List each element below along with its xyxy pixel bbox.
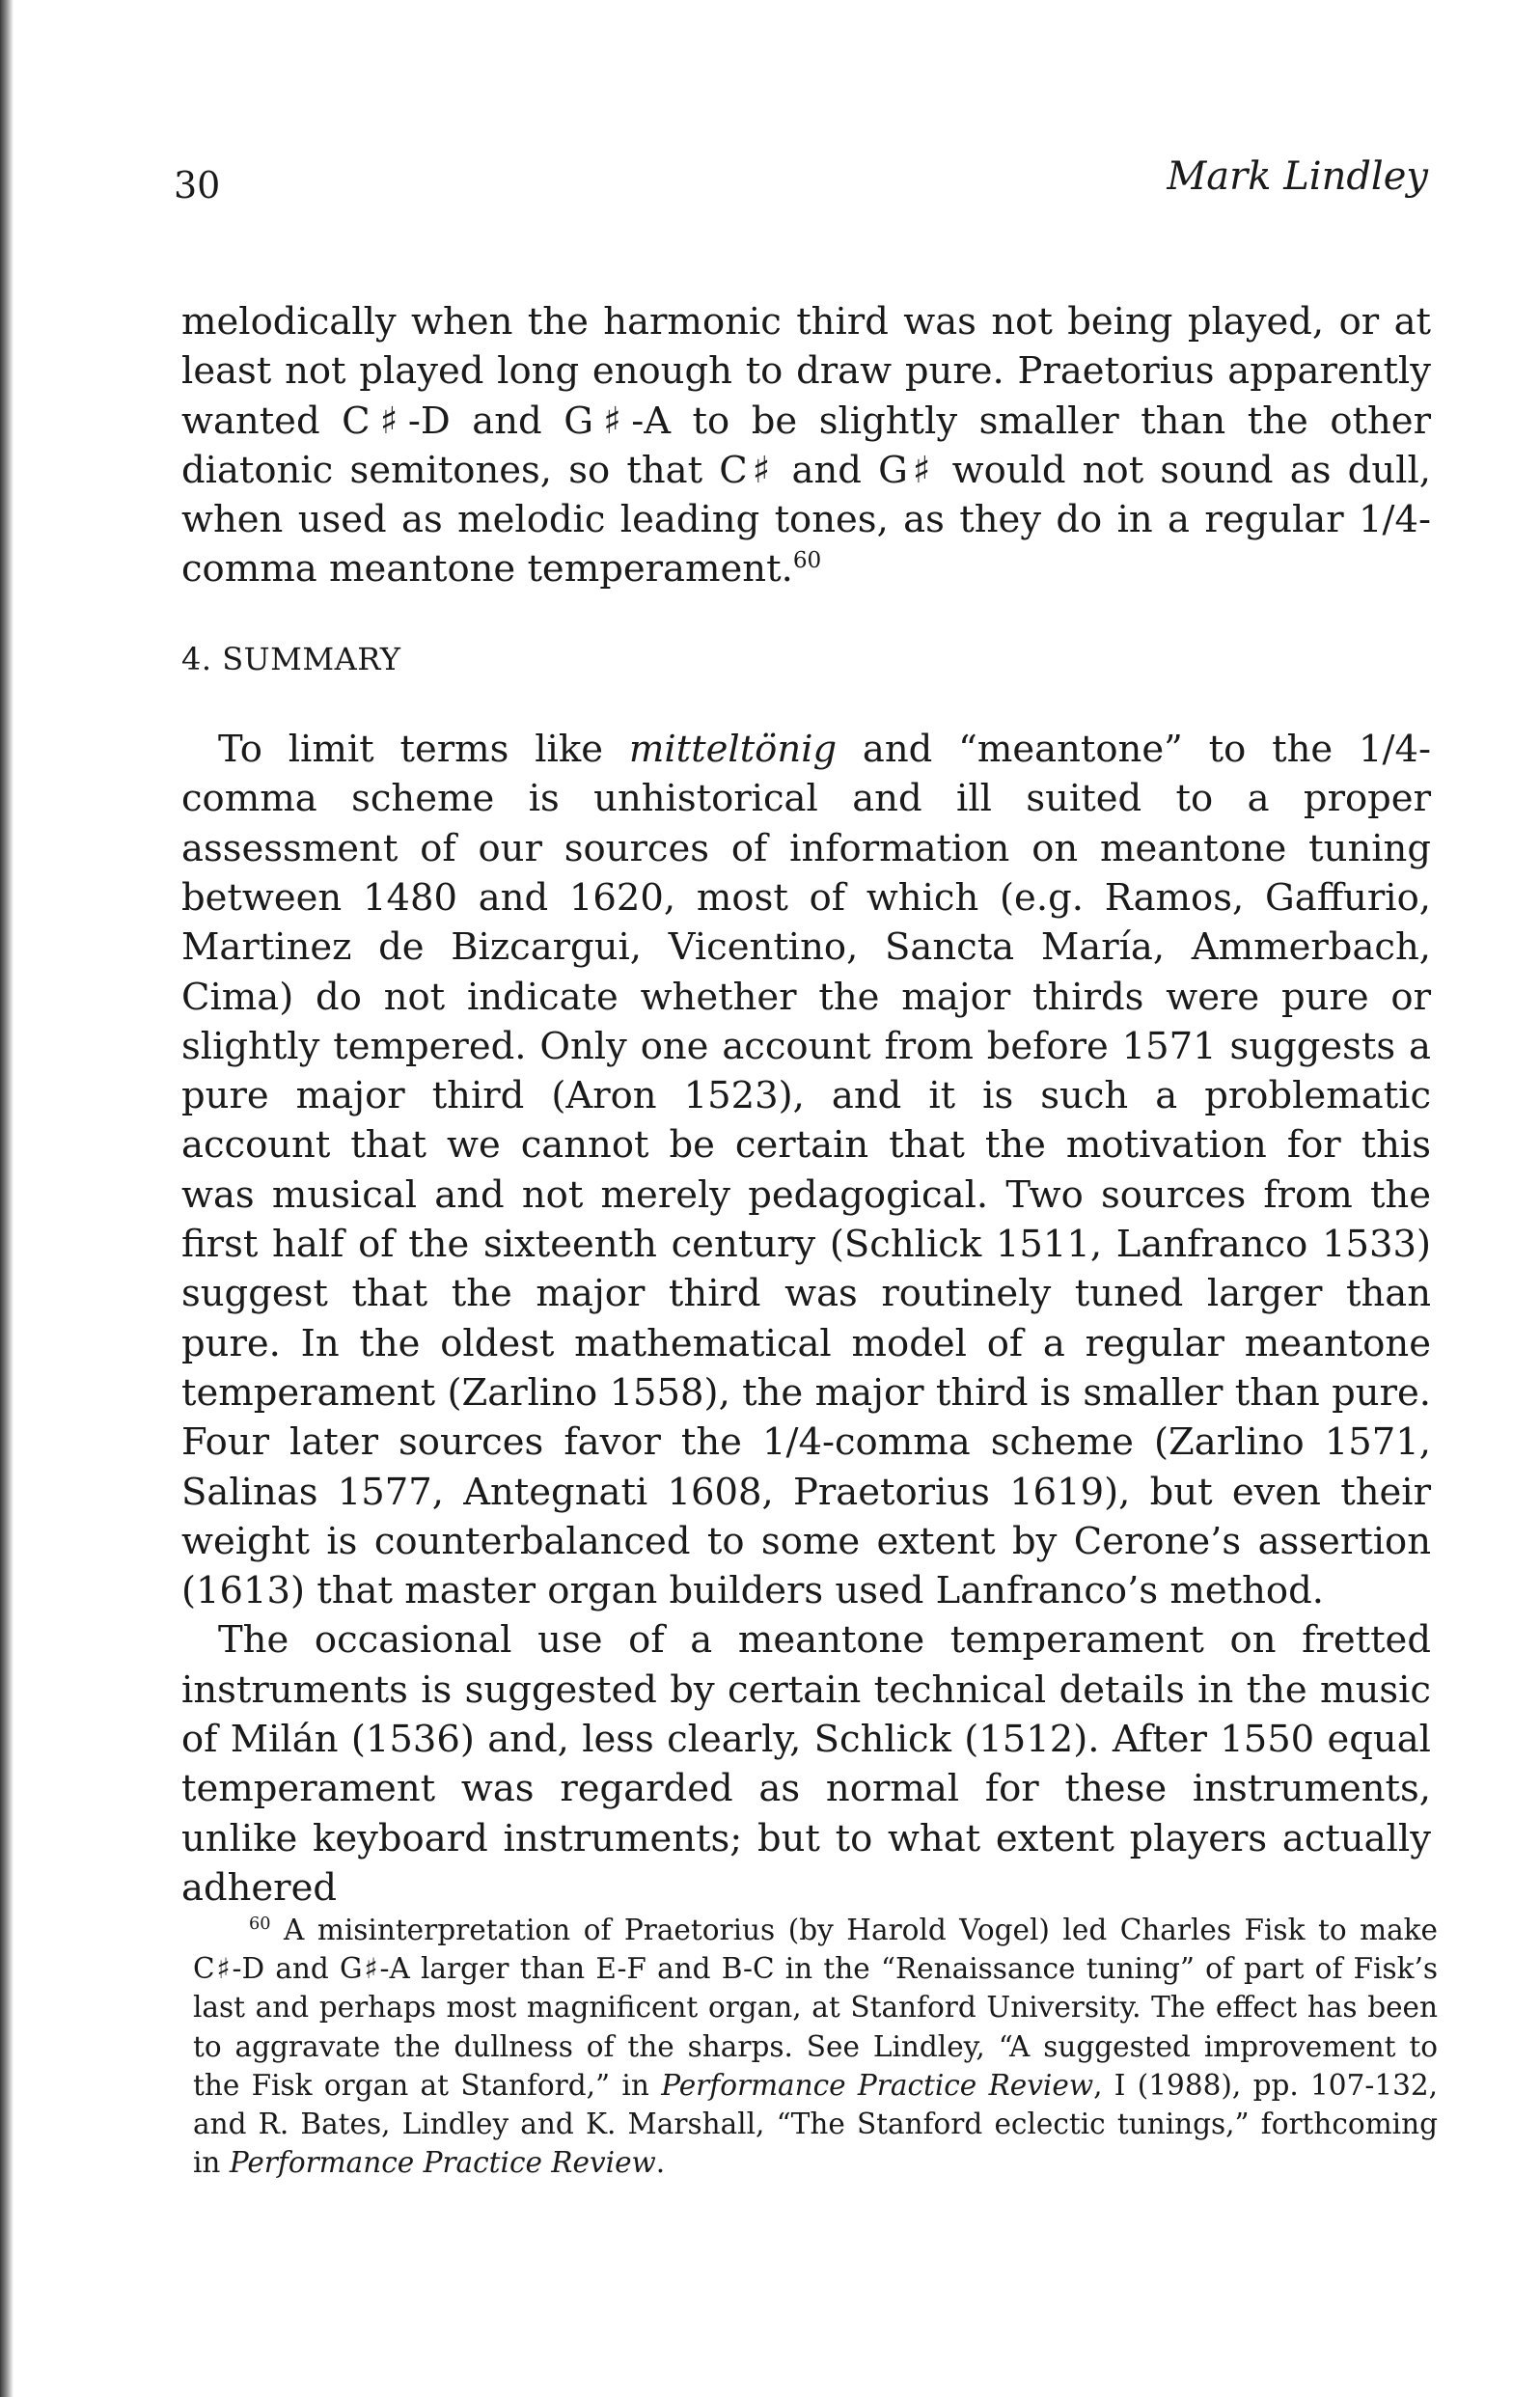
page-number: 30 xyxy=(174,164,221,207)
footnote-reference: 60 xyxy=(792,548,822,574)
section-heading: 4. SUMMARY xyxy=(181,640,401,677)
summary-rest: and “meantone” to the 1/4-comma scheme is unhistorical and ill suited to a proper assessment of our sources of information on meantone tuning between 1480 and 1620, most of which (e.g. Ramos, Gaffurio, Martinez de Bizcargui, Vicentino, Sancta María, Ammerbach, Cima) do not indicate whether the major thirds were pure or slightly tempered. Only one account from before 1571 suggests a pure major third (Aron 1523), and it is such a problematic account that we cannot be certain that the motivation for this was musical and not merely pedagogical. Two sources from the first half of the sixteenth century (Schlick 1511, Lanfranco 1533) suggest that the major third was routinely tuned larger than pure. In the oldest mathematical model of a regular meantone temperament (Zarlino 1558), the major third is smaller than pure. Four later sources favor the 1/4-comma scheme (Zarlino 1571, Salinas 1577, Antegnati 1608, Praetorius 1619), but even their weight is counterbalanced to some extent by Cerone’s assertion (1613) that master organ builders used Lanfranco’s method. xyxy=(181,728,1431,1613)
footnote-60 xyxy=(193,1911,1438,2182)
footnote-text-2: , I (1988), pp. 107-132, and R. Bates, Lindley and K. Marshall, “The Stanford eclectic tunings,” forthcoming in xyxy=(193,2068,1438,2180)
footnote-journal-1: Performance Practice Review xyxy=(661,2068,1094,2102)
footnote-number: 60 xyxy=(249,1915,271,1935)
scan-shadow-edge xyxy=(0,0,14,2397)
footnote-text-3: . xyxy=(655,2146,666,2180)
fretted-instruments-paragraph: The occasional use of a meantone temperament on fretted instruments is suggested by certain technical details in the music of Milán (1536) and, less clearly, Schlick (1512). After 1550 equal temperament was regarded as normal for these instruments, unlike keyboard instruments; but to what extent players actually adhered xyxy=(181,1618,1431,1910)
page-header xyxy=(174,154,1428,212)
continuation-paragraph xyxy=(181,297,1431,594)
continuation-text: melodically when the harmonic third was not being played, or at least not played long enough to draw pure. Praetorius apparently wanted C♯-D and G♯-A to be slightly smaller than the other diatonic semitones, so that C♯ and G♯ would not sound as dull, when used as melodic leading tones, as they do in a regular 1/4-comma meantone temperament. xyxy=(181,300,1431,592)
main-text xyxy=(181,297,1431,1913)
footnote-text-1: A misinterpretation of Praetorius (by Harold Vogel) led Charles Fisk to make C♯-D and G♯-A larger than E-F and B-C in the “Renaissance tuning” of part of Fisk’s last and perhaps most magnificent organ, at Stanford University. The effect has been to aggravate the dullness of the sharps. See Lindley, “A suggested improvement to the Fisk organ at Stanford,” in xyxy=(193,1914,1438,2102)
summary-paragraph xyxy=(181,725,1431,1615)
running-head-author: Mark Lindley xyxy=(1167,154,1428,199)
summary-lead: To limit terms like xyxy=(218,728,629,772)
italic-term: mitteltönig xyxy=(628,728,838,772)
footnote-journal-2: Performance Practice Review xyxy=(229,2146,656,2180)
